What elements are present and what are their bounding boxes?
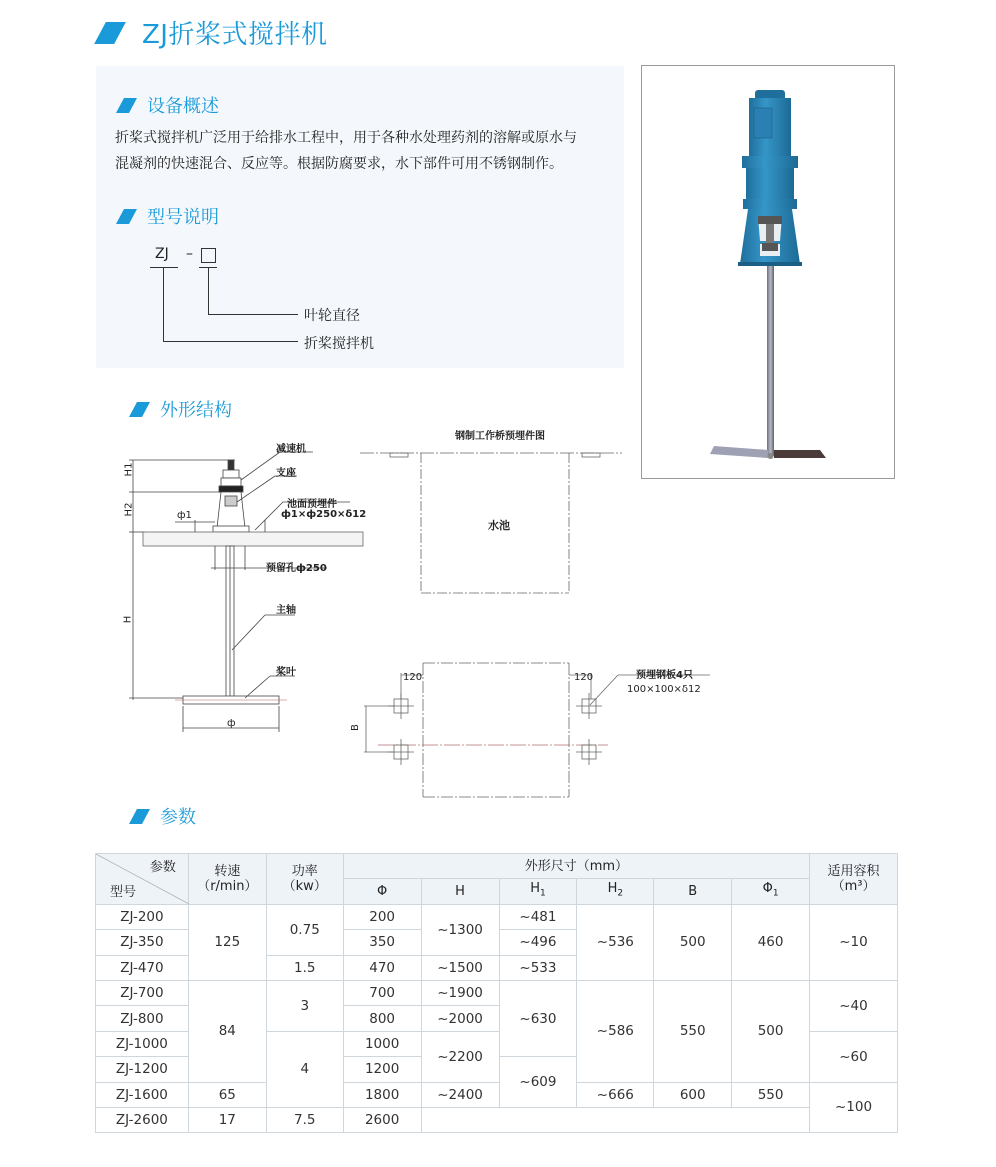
pool-label: 水池 (488, 519, 510, 532)
section-accent-bar (116, 209, 137, 224)
table-row: ZJ-800 800 ~2000 (96, 1006, 898, 1031)
model-label-machine: 折桨搅拌机 (304, 336, 374, 352)
header-speed: 转速 （r/min） (188, 854, 266, 905)
label-support: 支座 (276, 468, 296, 479)
bridge-diagram-title: 钢制工作桥预埋件图 (455, 431, 545, 442)
header-b: B (654, 879, 732, 904)
header-phi1: $\Phi_1$ (732, 879, 810, 904)
table-row: ZJ-1000 4 1000 ~2200 ~60 (96, 1031, 898, 1056)
section-accent-bar (116, 98, 137, 113)
header-volume: 适用容积 （m³） (810, 854, 898, 905)
header-h1: $H_1$ (499, 879, 577, 904)
header-dimensions: 外形尺寸（mm） (343, 854, 809, 879)
model-code-dash: – (186, 246, 193, 262)
label-embedded-spec: ф1×ф250×δ12 (281, 509, 367, 520)
dim-right-120: 120 (574, 672, 594, 683)
dim-b: B (349, 724, 361, 731)
label-reducer: 减速机 (276, 444, 306, 455)
embedded-plate-label: 预埋钢板4只 (636, 670, 693, 681)
label-main-shaft: 主轴 (276, 605, 296, 616)
dim-phi: ф (227, 718, 236, 729)
table-row: ZJ-470 1.5 470 ~1500 ~533 (96, 955, 898, 980)
section-heading-structure: 外形结构 (133, 396, 232, 422)
page-title-text: ZJ折桨式搅拌机 (142, 20, 328, 50)
dim-h: H (122, 615, 134, 624)
table-row: ZJ-700 84 3 700 ~1900 ~630 ~586 550 500 ~40 (96, 980, 898, 1005)
table-row: ZJ-200 125 0.75 200 ~1300 ~481 ~536 500 460 ~10 (96, 904, 898, 929)
section-accent-bar (129, 809, 150, 824)
header-power: 功率 （kw） (266, 854, 343, 905)
model-code-prefix: ZJ (155, 246, 169, 262)
parameters-table (95, 853, 898, 1133)
dim-left-120: 120 (403, 672, 423, 683)
header-phi: Φ (343, 879, 421, 904)
label-embedded-part: 池面预埋件 (287, 499, 337, 510)
model-code-placeholder-box (201, 248, 216, 263)
section-heading-overview: 设备概述 (120, 92, 219, 118)
embedded-plate-spec: 100×100×δ12 (627, 684, 701, 695)
section-accent-bar (129, 402, 150, 417)
table-corner-header: 参数 型号 (96, 854, 189, 905)
table-row: ZJ-1600 65 1800 ~2400 ~666 600 550 ~100 (96, 1082, 898, 1107)
header-h2: $H_2$ (577, 879, 654, 904)
table-row: ZJ-2600 17 7.5 2600 (96, 1107, 898, 1132)
mixer-illustration (642, 66, 896, 480)
section-heading-model: 型号说明 (120, 203, 219, 229)
table-row: ZJ-1200 1200 ~609 (96, 1057, 898, 1082)
dim-phi1: ф1 (177, 510, 192, 521)
table-row: ZJ-350 350 ~496 (96, 930, 898, 955)
page-title (100, 14, 327, 51)
label-blade: 桨叶 (276, 667, 296, 678)
dim-h1: H1 (123, 462, 135, 477)
model-label-impeller-diameter: 叶轮直径 (304, 308, 360, 324)
overview-description: 折桨式搅拌机广泛用于给排水工程中，用于各种水处理药剂的溶解或原水与 混凝剂的快速混合、反应等。根据防腐要求，水下部件可用不锈钢制作。 (115, 130, 577, 172)
section-heading-params: 参数 (133, 803, 196, 829)
dim-h2: H2 (123, 502, 135, 517)
product-photo (641, 65, 895, 479)
title-accent-bar (94, 22, 126, 44)
label-reserved-hole: 预留孔ф250 (266, 563, 327, 574)
header-h: H (421, 879, 499, 904)
